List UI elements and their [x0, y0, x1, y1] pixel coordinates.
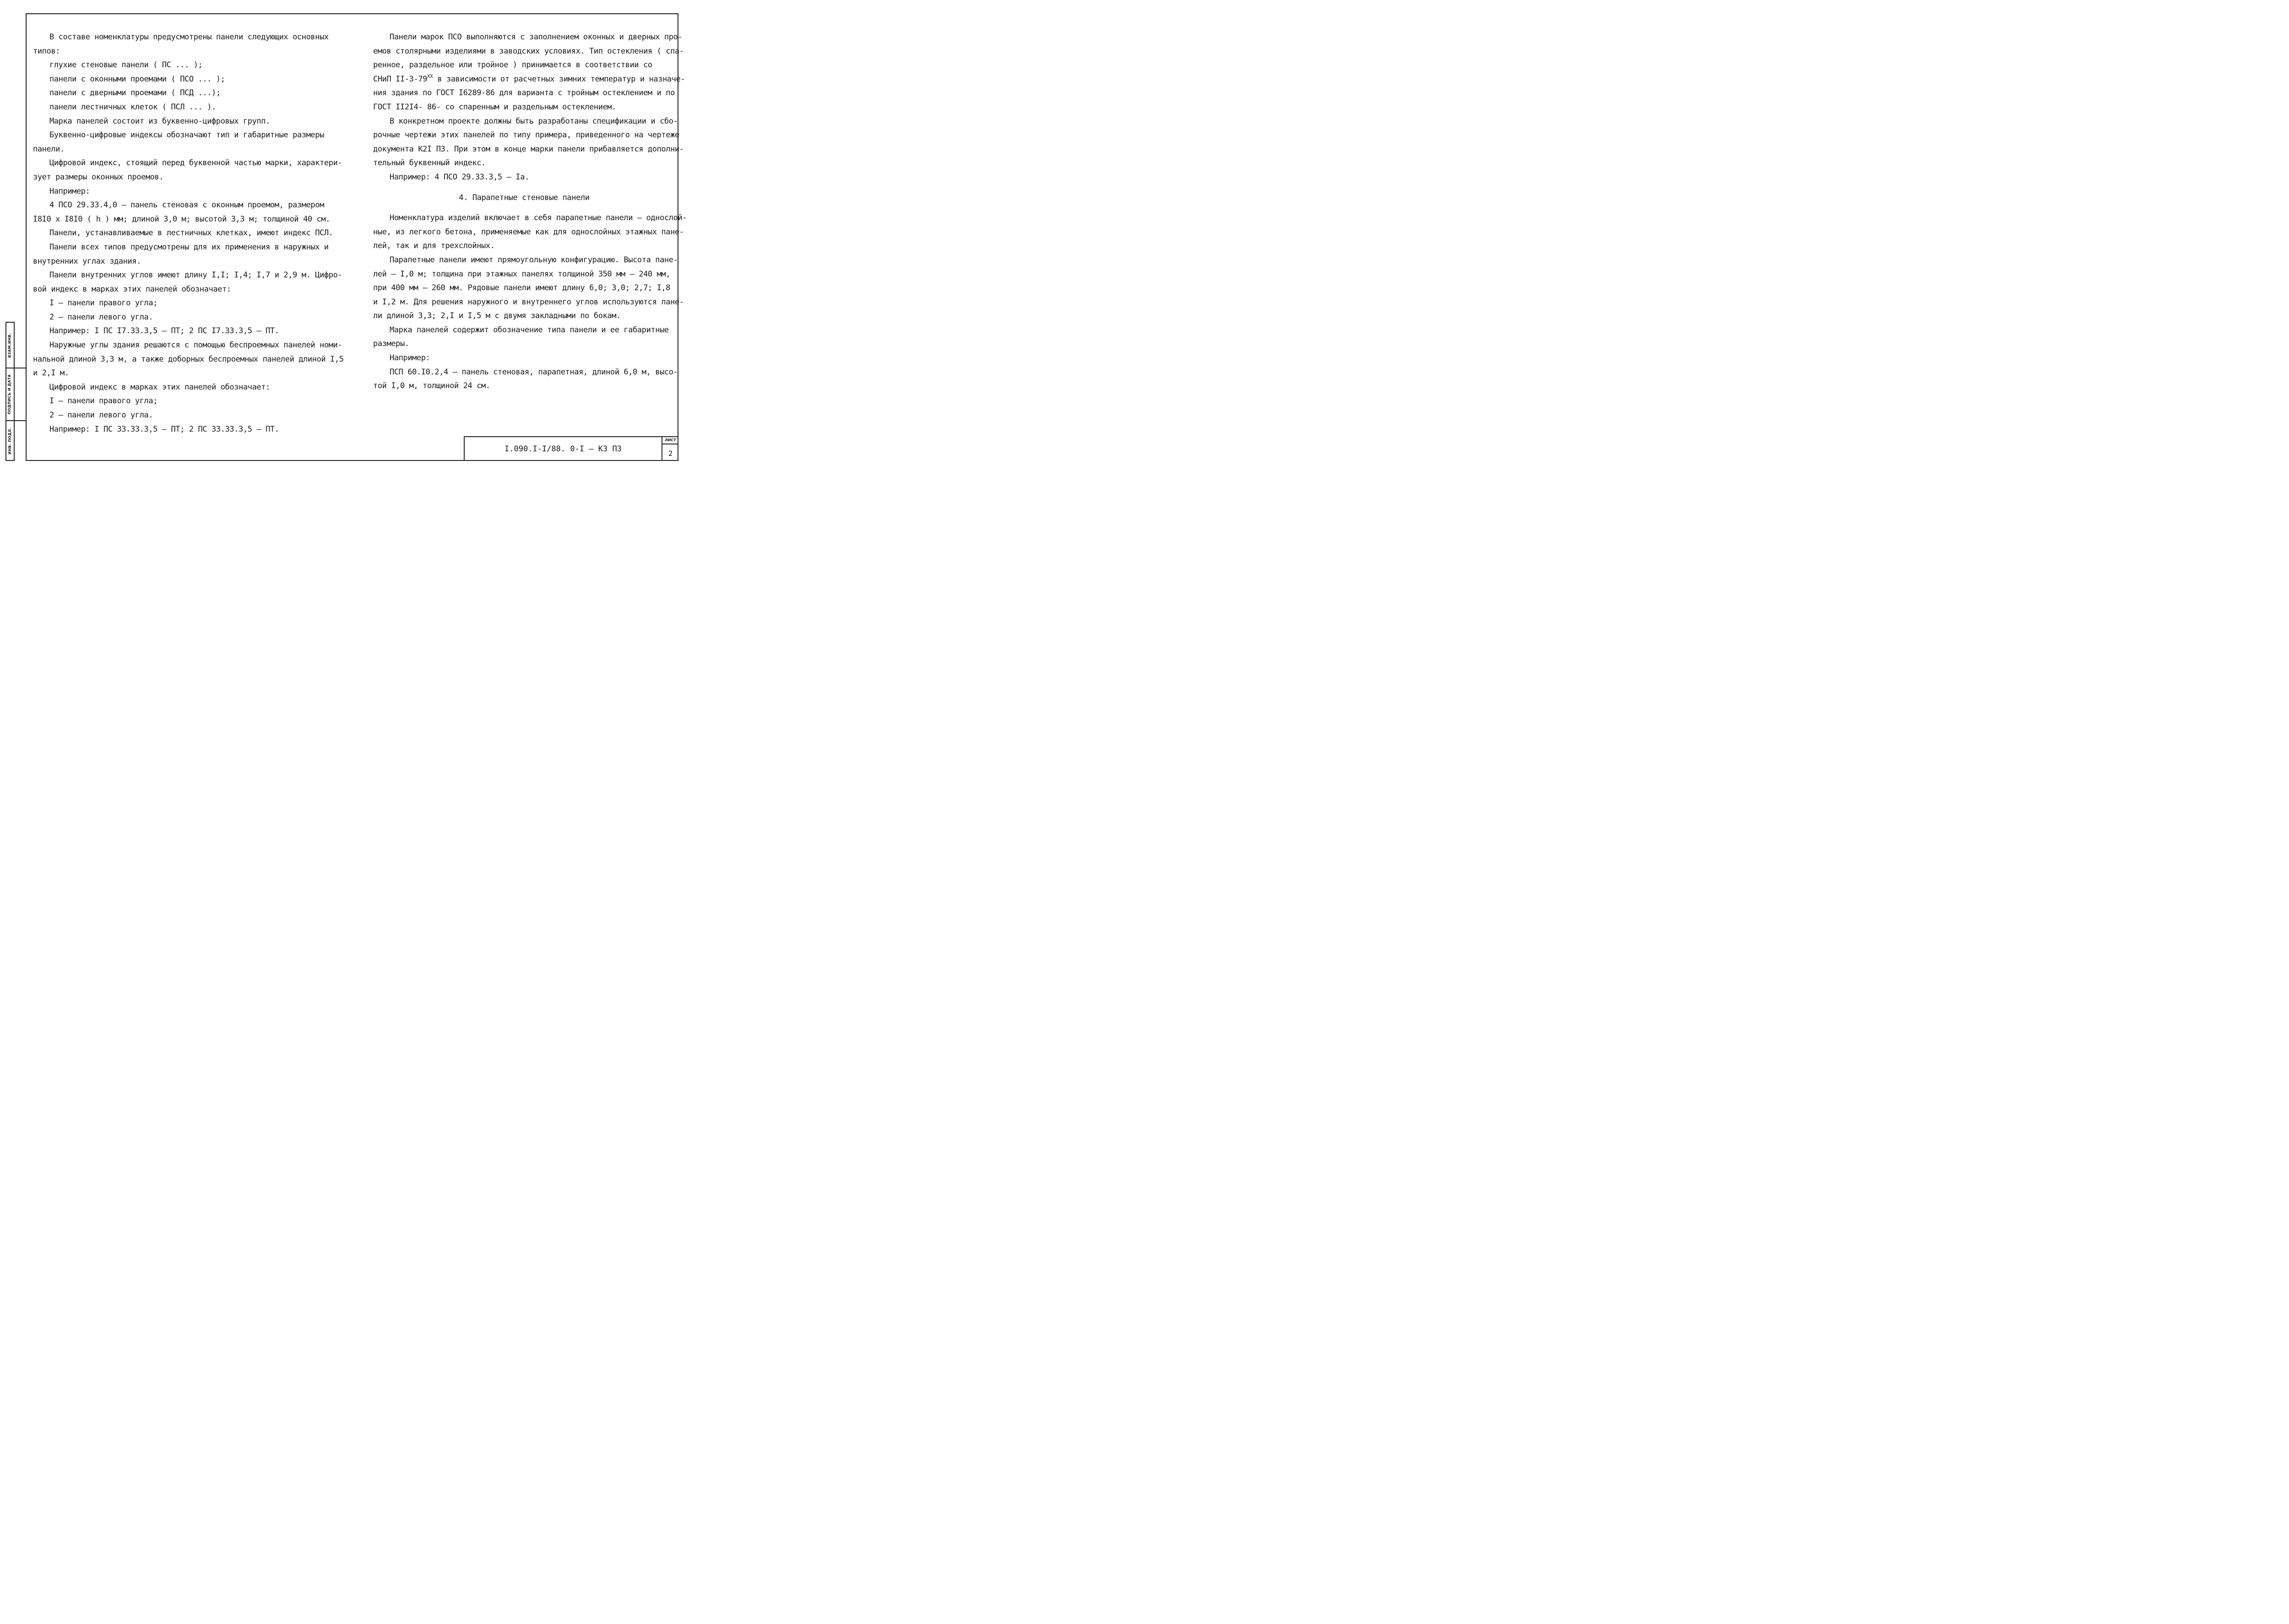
stamp-label-signature-date: ПОДПИСЬ И ДАТА — [7, 374, 12, 415]
text-line: Цифровой индекс в марках этих панелей обозначает: — [49, 382, 270, 392]
text-line: Например: — [390, 353, 430, 363]
stamp-strip-field — [14, 322, 26, 461]
text-line: панели лестничных клеток ( ПСЛ ... ). — [49, 102, 216, 112]
sheet-number: 2 — [668, 449, 673, 458]
text-line: панели с оконными проемами ( ПСО ... ); — [49, 74, 225, 84]
text-line: типов: — [33, 46, 60, 56]
text-line: при 400 мм – 260 мм. Рядовые панели имеют длину 6,0; 3,0; 2,7; I,8 — [373, 283, 671, 293]
text-line: зует размеры оконных проемов. — [33, 172, 164, 182]
text-line: 2 – панели левого угла. — [49, 411, 153, 420]
text-line: ли длиной 3,3; 2,I и I,5 м с двумя закладными по бокам. — [373, 311, 621, 321]
sheet-label: ЛИСТ — [662, 437, 678, 444]
text-line: рочные чертежи этих панелей по типу примера, приведенного на чертеже — [373, 130, 679, 140]
stamp-label-replacement: ВЗАМ.ИНВ. — [7, 332, 12, 358]
text-line: В конкретном проекте должны быть разработаны спецификации и сбо- — [390, 116, 678, 126]
snip-line: СНиП $II-3-79^{XX}$ в зависимости от расчетных зимних температур и назначе- — [373, 73, 685, 84]
text-line: тельный буквенный индекс. — [373, 158, 486, 168]
text-line: Панели всех типов предусмотрены для их применения в наружных и — [49, 242, 329, 252]
text-line: Например: — [49, 186, 90, 196]
text-line: 2 – панели левого угла. — [49, 312, 153, 322]
text-line: 4 ПСО 29.33.4,0 – панель стеновая с оконным проемом, размером — [49, 200, 324, 210]
text-line: Панели внутренних углов имеют длину I,I; I,4; I,7 и 2,9 м. Цифро- — [49, 271, 342, 280]
text-line: В составе номенклатуры предусмотрены панели следующих основных — [49, 32, 329, 42]
text-line: I8I0 x I8I0 ( h ) мм; длиной 3,0 м; высотой 3,3 м; толщиной 40 см. — [33, 214, 331, 224]
text-line: емов столярными изделиями в заводских условиях. Тип остекления ( спа- — [373, 46, 684, 56]
text-line: ренное, раздельное или тройное ) принимается в соответствии со — [373, 60, 652, 70]
text-line: Цифровой индекс, стоящий перед буквенной частью марки, характери- — [49, 158, 342, 168]
text-line: лей, так и для трехслойных. — [373, 241, 495, 251]
text-line: ные, из легкого бетона, применяемые как для однослойных этажных пане- — [373, 227, 684, 237]
text-line: Буквенно-цифровые индексы обозначают тип и габаритные размеры — [49, 130, 324, 140]
text-line: Например: 4 ПСО 29.33.3,5 – Iа. — [390, 172, 529, 182]
text-line: ПСП 60.I0.2,4 – панель стеновая, парапетная, длиной 6,0 м, высо- — [390, 367, 678, 377]
text-line: Парапетные панели имеют прямоугольную конфигурацию. Высота пане- — [390, 255, 678, 265]
text-line: панели. — [33, 144, 65, 154]
text-line: Марка панелей состоит из буквенно-цифровых групп. — [49, 116, 270, 126]
left-column — [33, 30, 344, 436]
text-line: Наружные углы здания решаются с помощью беспроемных панелей номи- — [49, 341, 342, 350]
stamp-label-original-inventory: ИНВ. ПОДЛ. — [7, 427, 12, 455]
text-line: вой индекс в марках этих панелей обозначает: — [33, 284, 231, 294]
text-line: Например: I ПС I7.33.3,5 – ПТ; 2 ПС I7.33.3,5 – ПТ. — [49, 326, 279, 336]
text-line: Номенклатура изделий включает в себя парапетные панели – однослой- — [390, 213, 687, 223]
text-line: размеры. — [373, 339, 409, 349]
text-line: I – панели правого угла; — [49, 298, 158, 308]
text-line: Например: I ПС 33.33.3,5 – ПТ; 2 ПС 33.33.3,5 – ПТ. — [49, 424, 279, 434]
text-line: ГОСТ II2I4- 86- со спаренным и раздельным остеклением. — [373, 102, 617, 112]
text-line: той I,0 м, толщиной 24 см. — [373, 381, 490, 391]
text-line: внутренних углах здания. — [33, 256, 141, 266]
text-line: глухие стеновые панели ( ПС ... ); — [49, 60, 203, 70]
document-code: I.090.I-I/88. 0-I – К3 ПЗ — [504, 444, 622, 454]
text-line: лей – I,0 м; толщина при этажных панелях толщиной 350 мм – 240 мм, — [373, 269, 671, 279]
text-line: и 2,I м. — [33, 368, 69, 378]
text-line: Марка панелей содержит обозначение типа панели и ее габаритные — [390, 325, 669, 335]
text-line: Панели, устанавливаемые в лестничных клетках, имеют индекс ПСЛ. — [49, 228, 333, 238]
right-column — [373, 30, 687, 393]
text-line: нальной длиной 3,3 м, а также доборных беспроемных панелей длиной I,5 — [33, 354, 344, 364]
section-heading: 4. Парапетные стеновые панели — [459, 193, 590, 202]
text-line: I – панели правого угла; — [49, 396, 158, 406]
text-line: панели с дверными проемами ( ПСД ...); — [49, 88, 221, 98]
text-line: документа К2I ПЗ. При этом в конце марки панели прибавляется дополни- — [373, 144, 684, 154]
text-line: Панели марок ПСО выполняются с заполнением оконных и дверных про- — [390, 32, 683, 42]
text-line: и I,2 м. Для решения наружного и внутреннего углов используются пане- — [373, 297, 684, 307]
text-line: ния здания по ГОСТ I6289-86 для варианта с тройным остеклением и по — [373, 88, 675, 98]
